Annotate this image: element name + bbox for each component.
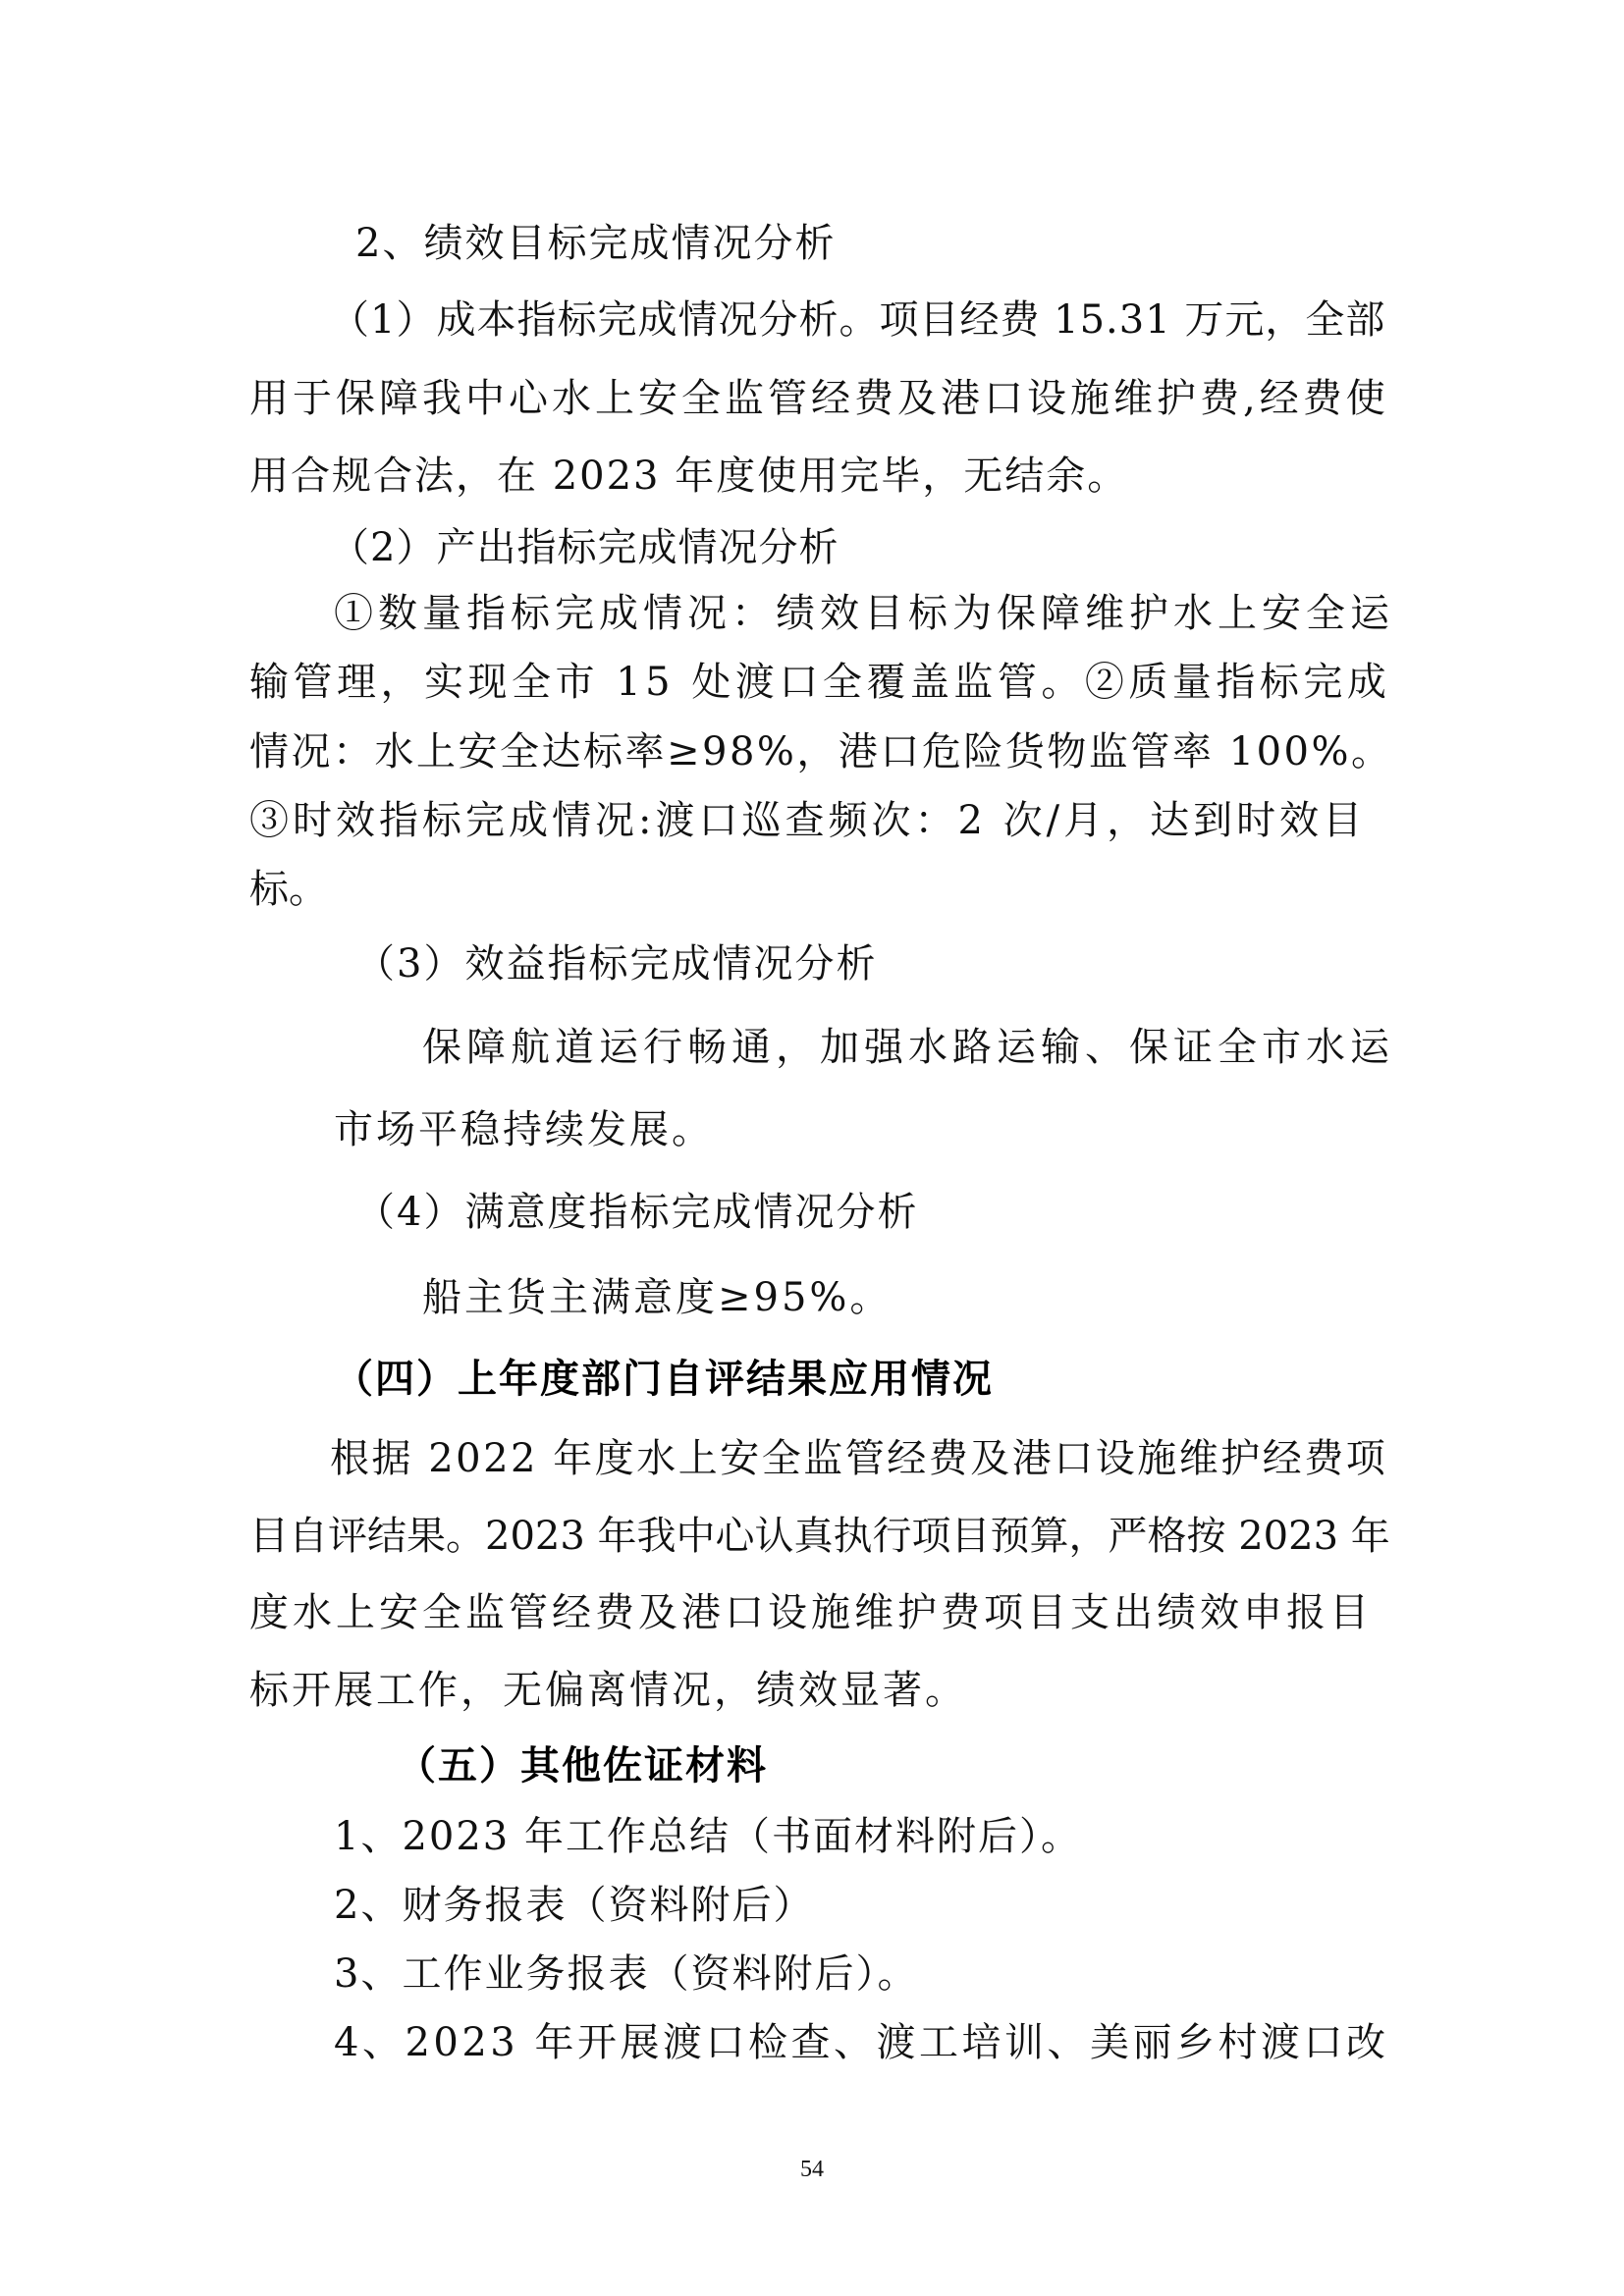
output-line-2: 输管理，实现全市 15 处渡口全覆盖监管。②质量指标完成: [249, 660, 1391, 705]
section-4-line-1: 根据 2022 年度水上安全监管经费及港口设施维护经费项: [330, 1436, 1388, 1481]
output-title: （2）产出指标完成情况分析: [330, 525, 839, 570]
page-number: 54: [800, 2157, 824, 2182]
section-4-line-4: 标开展工作，无偏离情况，绩效显著。: [249, 1668, 967, 1713]
cost-line-2: 用于保障我中心水上安全监管经费及港口设施维护费,经费使: [249, 376, 1389, 421]
output-line-1: ①数量指标完成情况：绩效目标为保障维护水上安全运: [334, 591, 1394, 636]
section-5-title: （五）其他佐证材料: [397, 1743, 768, 1789]
section-4-title: （四）上年度部门自评结果应用情况: [334, 1357, 994, 1402]
cost-line-1: （1）成本指标完成情况分析。项目经费 15.31 万元，全部: [330, 297, 1386, 343]
output-line-4: ③时效指标完成情况:渡口巡查频次：2 次/月，达到时效目: [249, 798, 1367, 843]
satisfaction-line-1: 船主货主满意度≥95%。: [422, 1275, 893, 1320]
output-line-3: 情况：水上安全达标率≥98%，港口危险货物监管率 100%。: [249, 729, 1393, 774]
section-4-line-3: 度水上安全监管经费及港口设施维护费项目支出绩效申报目: [249, 1590, 1373, 1635]
benefit-line-1: 保障航道运行畅通，加强水路运输、保证全市水运: [422, 1025, 1394, 1070]
satisfaction-title: （4）满意度指标完成情况分析: [355, 1190, 919, 1235]
benefit-title: （3）效益指标完成情况分析: [355, 941, 878, 987]
evidence-item-3: 3、工作业务报表（资料附后）。: [334, 1951, 919, 1997]
benefit-line-2: 市场平稳持续发展。: [334, 1107, 714, 1152]
evidence-item-1: 1、2023 年工作总结（书面材料附后）。: [334, 1814, 1082, 1859]
section-4-line-2: 目自评结果。2023 年我中心认真执行项目预算，严格按 2023 年: [249, 1514, 1390, 1559]
output-line-5: 标。: [249, 867, 328, 912]
evidence-item-4: 4、2023 年开展渡口检查、渡工培训、美丽乡村渡口改: [334, 2020, 1389, 2065]
cost-line-3: 用合规合法，在 2023 年度使用完毕，无结余。: [249, 454, 1129, 499]
evidence-item-2: 2、财务报表（资料附后）: [334, 1883, 815, 1928]
section-2-title: 2、绩效目标完成情况分析: [355, 221, 837, 266]
